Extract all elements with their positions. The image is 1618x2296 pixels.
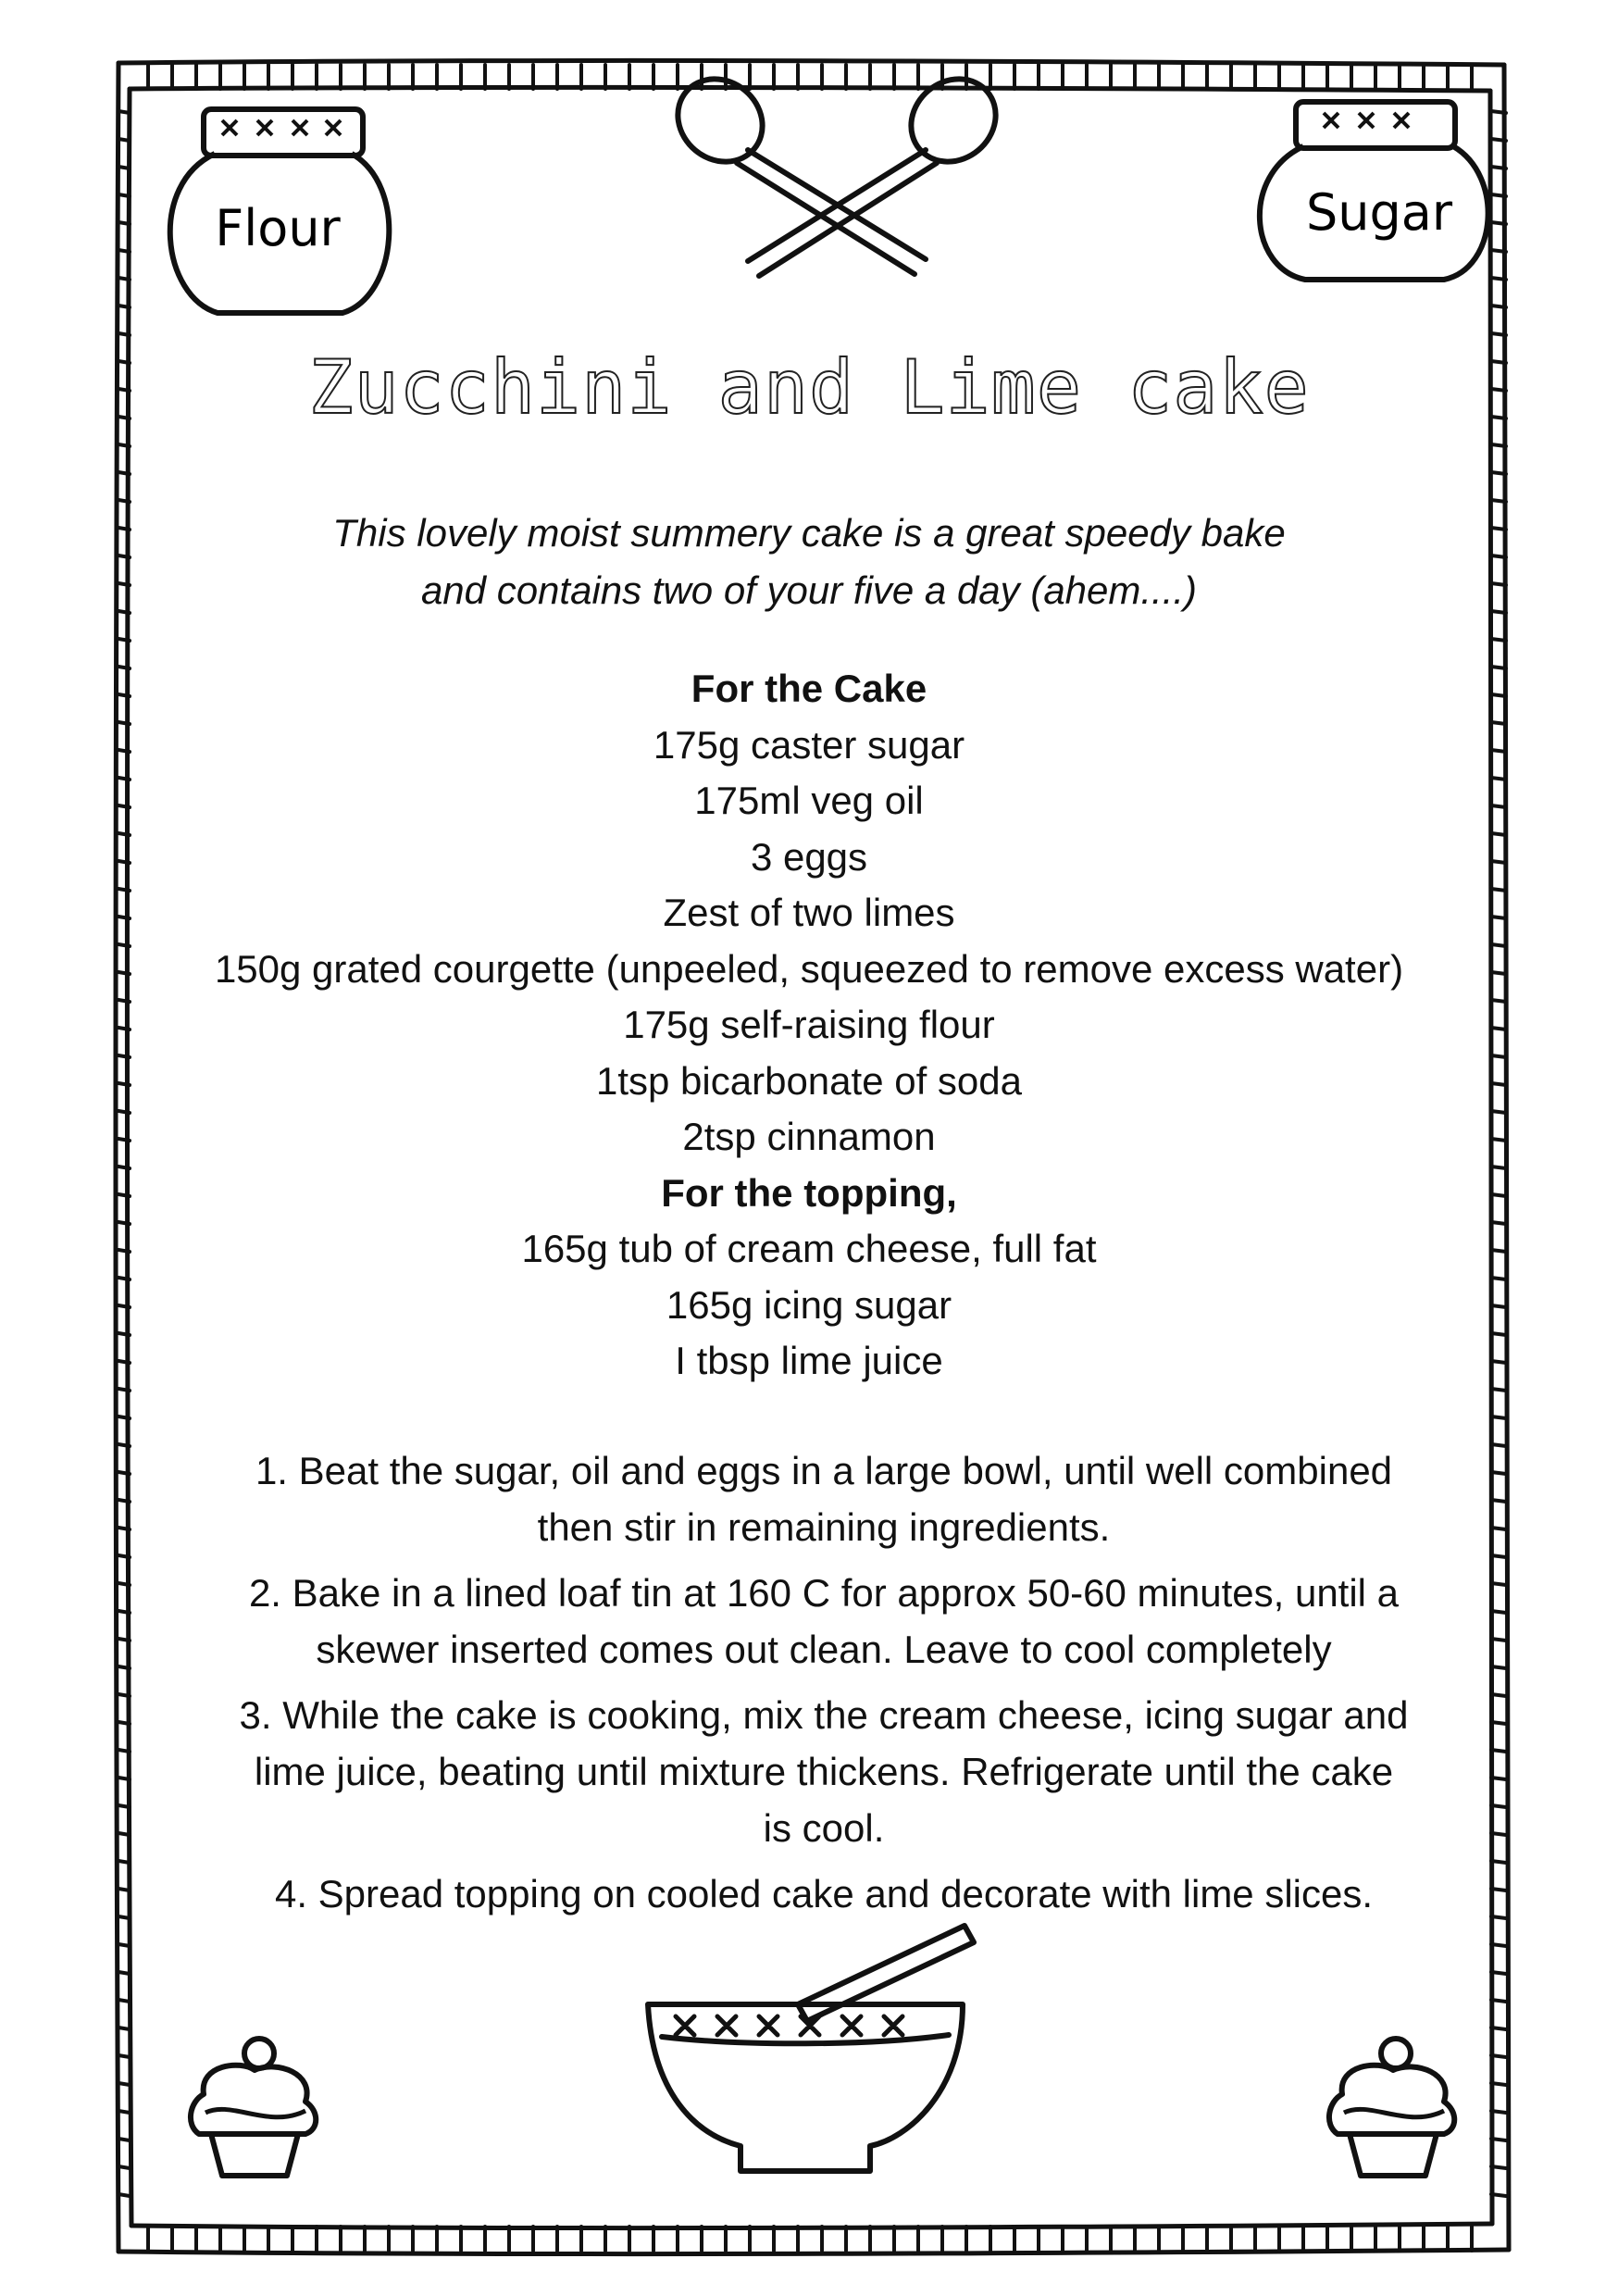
flour-jar-label: Flour (215, 199, 341, 257)
ingredient-item: 3 eggs (750, 834, 868, 879)
ingredient-item: Zest of two limes (663, 891, 955, 934)
method-step-line: lime juice, beating until mixture thickens. Refrigerate until the cake (254, 1750, 1394, 1793)
method-steps (176, 1442, 1472, 1931)
mixing-bowl-icon (648, 1926, 974, 2171)
topping-item: I tbsp lime juice (675, 1339, 943, 1382)
topping-item: 165g tub of cream cheese, full fat (521, 1227, 1097, 1270)
recipe-intro (0, 505, 1618, 619)
intro-line: and contains two of your five a day (ahem....) (420, 568, 1198, 612)
ingredient-item: 2tsp cinnamon (682, 1115, 936, 1158)
ingredient-item: 1tsp bicarbonate of soda (596, 1058, 1022, 1103)
ingredient-item: 175g self-raising flour (623, 1003, 995, 1046)
method-step-line: is cool. (763, 1806, 885, 1850)
topping-heading: For the topping, (661, 1170, 957, 1215)
ingredient-item: 175ml veg oil (694, 779, 924, 822)
recipe-title: Zucchini and Lime cake (308, 344, 1310, 430)
method-step (176, 1687, 1472, 1856)
crossed-spoons-icon (661, 62, 1013, 276)
method-step-line: 3. While the cake is cooking, mix the cream cheese, icing sugar and (239, 1693, 1409, 1737)
method-step (176, 1565, 1472, 1678)
ingredient-item: 175g caster sugar (653, 722, 965, 767)
method-step (176, 1442, 1472, 1555)
method-step-line: 1. Beat the sugar, oil and eggs in a large bowl, until well combined (255, 1449, 1393, 1492)
intro-line: This lovely moist summery cake is a great speedy bake (332, 511, 1286, 555)
ingredient-item: 150g grated courgette (unpeeled, squeezed to remove excess water) (214, 946, 1404, 991)
method-step-line: 2. Bake in a lined loaf tin at 160 C for approx 50-60 minutes, until a (248, 1571, 1400, 1615)
cake-heading: For the Cake (691, 667, 927, 710)
ingredients-list (0, 661, 1618, 1390)
method-step-line: then stir in remaining ingredients. (537, 1505, 1111, 1549)
sugar-jar-label: Sugar (1305, 183, 1453, 242)
cupcake-right-icon (1329, 2039, 1454, 2176)
method-step-line: skewer inserted comes out clean. Leave to cool completely (316, 1628, 1332, 1671)
method-step-line: 4. Spread topping on cooled cake and decorate with lime slices. (274, 1872, 1374, 1915)
method-step (176, 1866, 1472, 1922)
topping-item: 165g icing sugar (666, 1282, 952, 1327)
cupcake-left-icon (191, 2039, 316, 2176)
